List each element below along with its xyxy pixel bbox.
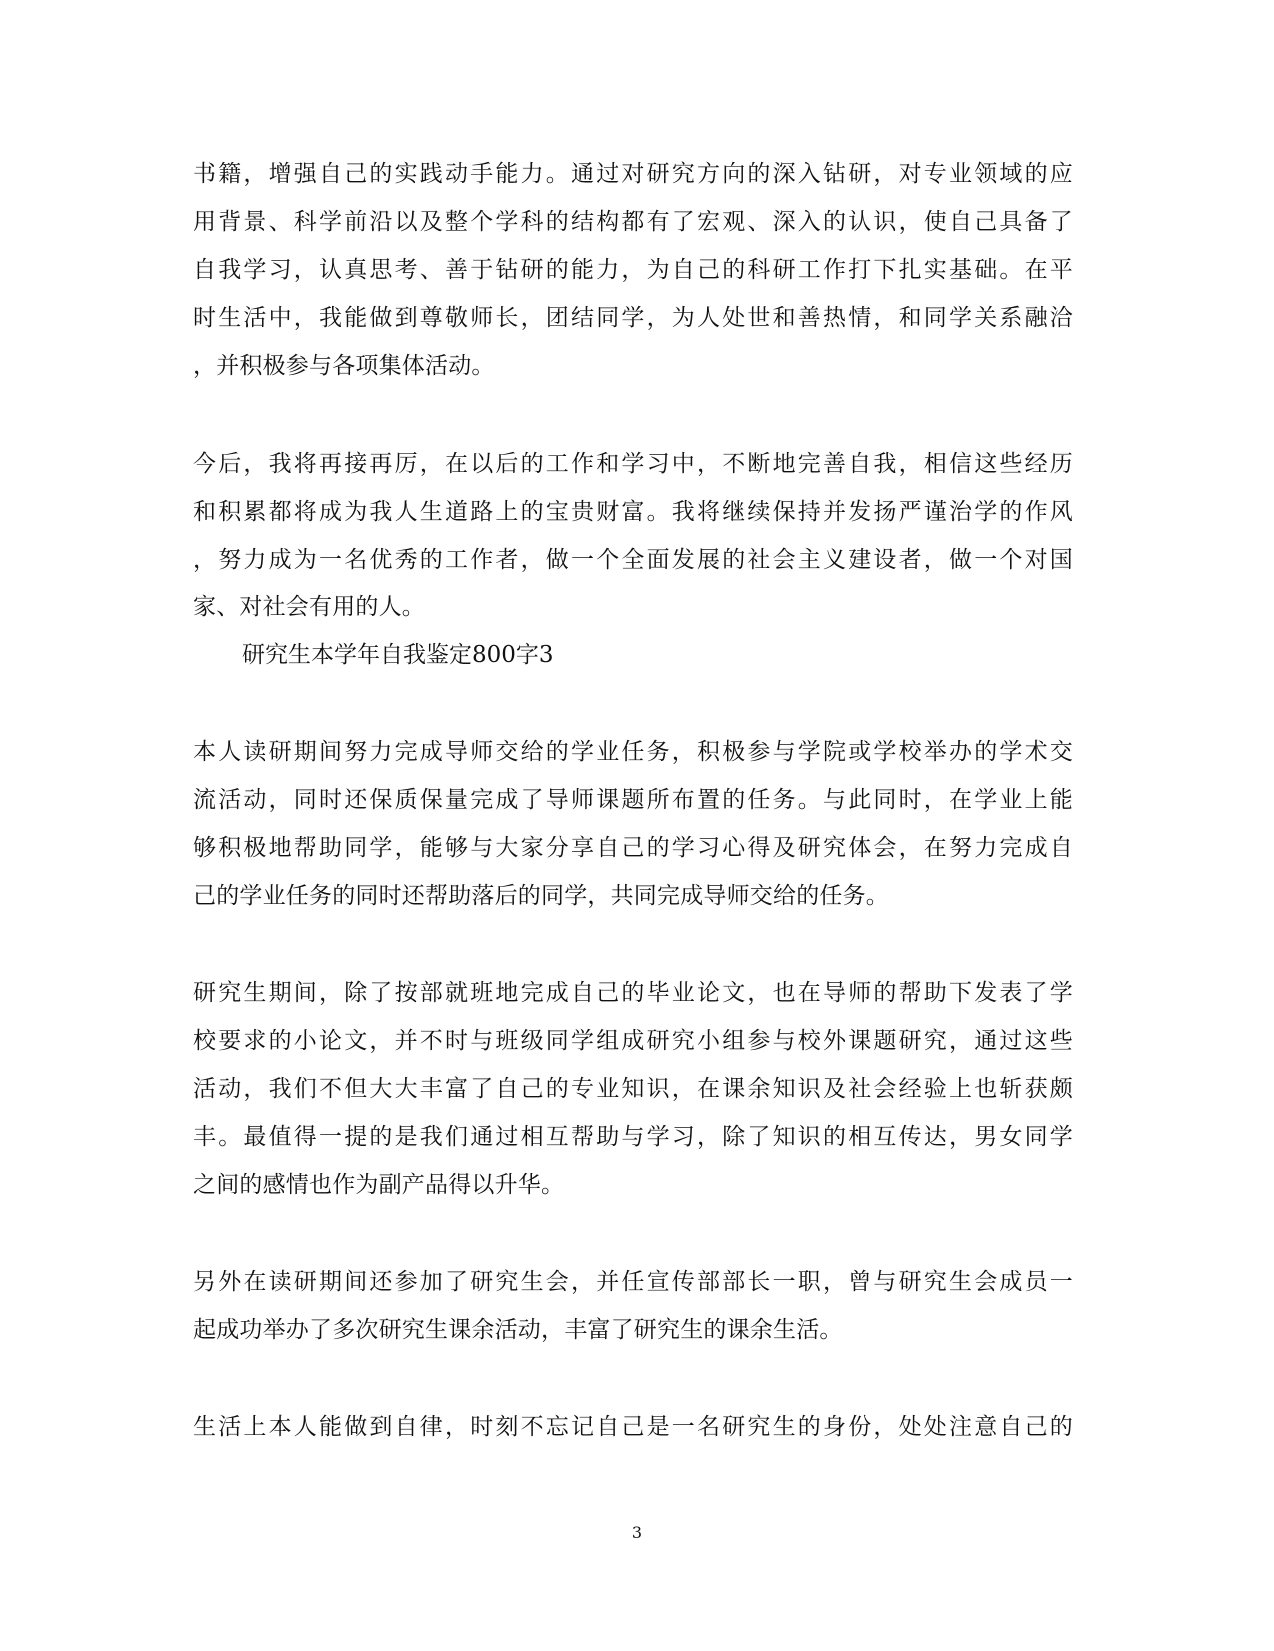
paragraph-3-line-3: 够积极地帮助同学，能够与大家分享自己的学习心得及研究体会，在努力完成自 [193,835,1073,861]
paragraph-2-line-3: ，努力成为一名优秀的工作者，做一个全面发展的社会主义建设者，做一个对国 [193,547,1073,573]
paragraph-5-line-1: 另外在读研期间还参加了研究生会，并任宣传部部长一职，曾与研究生会成员一 [193,1269,1073,1295]
paragraph-2-line-1: 今后，我将再接再厉，在以后的工作和学习中，不断地完善自我，相信这些经历 [193,451,1073,477]
page-number: 3 [631,1523,643,1542]
paragraph-3-line-2: 流活动，同时还保质保量完成了导师课题所布置的任务。与此同时，在学业上能 [193,787,1073,813]
paragraph-1-line-3: 自我学习，认真思考、善于钻研的能力，为自己的科研工作打下扎实基础。在平 [193,257,1073,283]
paragraph-1-line-5: ，并积极参与各项集体活动。 [193,353,495,379]
paragraph-3-line-4: 己的学业任务的同时还帮助落后的同学，共同完成导师交给的任务。 [193,883,889,909]
section-title: 研究生本学年自我鉴定800字3 [242,642,554,668]
paragraph-6-line-1: 生活上本人能做到自律，时刻不忘记自己是一名研究生的身份，处处注意自己的 [193,1414,1073,1440]
paragraph-5-line-2: 起成功举办了多次研究生课余活动，丰富了研究生的课余生活。 [193,1317,843,1343]
paragraph-1-line-2: 用背景、科学前沿以及整个学科的结构都有了宏观、深入的认识，使自己具备了 [193,209,1073,235]
paragraph-4-line-5: 之间的感情也作为副产品得以升华。 [193,1172,565,1198]
paragraph-4-line-3: 活动，我们不但大大丰富了自己的专业知识，在课余知识及社会经验上也斩获颇 [193,1076,1073,1102]
paragraph-4-line-4: 丰。最值得一提的是我们通过相互帮助与学习，除了知识的相互传达，男女同学 [193,1124,1073,1150]
paragraph-3-line-1: 本人读研期间努力完成导师交给的学业任务，积极参与学院或学校举办的学术交 [193,739,1073,765]
paragraph-1-line-4: 时生活中，我能做到尊敬师长，团结同学，为人处世和善热情，和同学关系融洽 [193,305,1073,331]
paragraph-2-line-2: 和积累都将成为我人生道路上的宝贵财富。我将继续保持并发扬严谨治学的作风 [193,499,1073,525]
paragraph-4-line-1: 研究生期间，除了按部就班地完成自己的毕业论文，也在导师的帮助下发表了学 [193,980,1073,1006]
paragraph-4-line-2: 校要求的小论文，并不时与班级同学组成研究小组参与校外课题研究，通过这些 [193,1028,1073,1054]
paragraph-1-line-1: 书籍，增强自己的实践动手能力。通过对研究方向的深入钻研，对专业领域的应 [193,161,1073,187]
paragraph-2-line-4: 家、对社会有用的人。 [193,594,425,620]
